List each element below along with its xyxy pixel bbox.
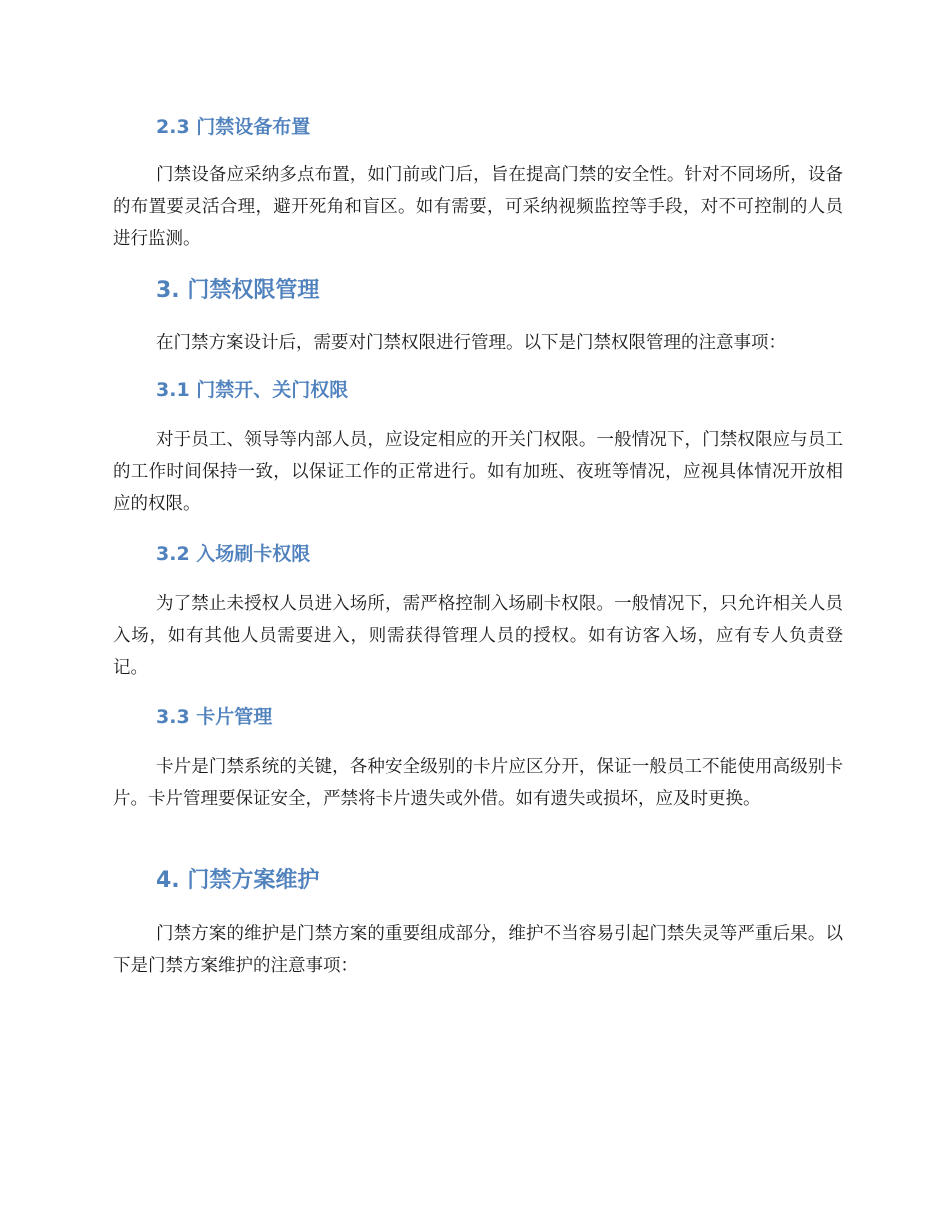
- section-heading-3-2: 3.2 入场刷卡权限: [156, 543, 311, 565]
- section-heading-3-3: 3.3 卡片管理: [156, 706, 273, 728]
- section-heading-4: 4. 门禁方案维护: [156, 868, 320, 893]
- paragraph-card-management: 卡片是门禁系统的关键，各种安全级别的卡片应区分开，保证一般员工不能使用高级别卡片。卡片管理要保证安全，严禁将卡片遗失或外借。如有遗失或损坏，应及时更换。: [113, 757, 843, 809]
- paragraph-maintenance: 门禁方案的维护是门禁方案的重要组成部分，维护不当容易引起门禁失灵等严重后果。以下是门禁方案维护的注意事项：: [113, 924, 843, 976]
- paragraph-device-layout: 门禁设备应采纳多点布置，如门前或门后，旨在提高门禁的安全性。针对不同场所，设备的布置要灵活合理，避开死角和盲区。如有需要，可采纳视频监控等手段，对不可控制的人员进行监测。: [113, 165, 843, 249]
- paragraph-card-entry: 为了禁止未授权人员进入场所，需严格控制入场刷卡权限。一般情况下，只允许相关人员入场，如有其他人员需要进入，则需获得管理人员的授权。如有访客入场，应有专人负责登记。: [113, 594, 843, 678]
- section-heading-2-3: 2.3 门禁设备布置: [156, 116, 311, 138]
- section-heading-3-1: 3.1 门禁开、关门权限: [156, 379, 349, 401]
- paragraph-door-permission: 对于员工、领导等内部人员，应设定相应的开关门权限。一般情况下，门禁权限应与员工的工作时间保持一致，以保证工作的正常进行。如有加班、夜班等情况，应视具体情况开放相应的权限。: [113, 430, 843, 514]
- paragraph-permission-intro: 在门禁方案设计后，需要对门禁权限进行管理。以下是门禁权限管理的注意事项：: [156, 333, 786, 353]
- section-heading-3: 3. 门禁权限管理: [156, 278, 320, 303]
